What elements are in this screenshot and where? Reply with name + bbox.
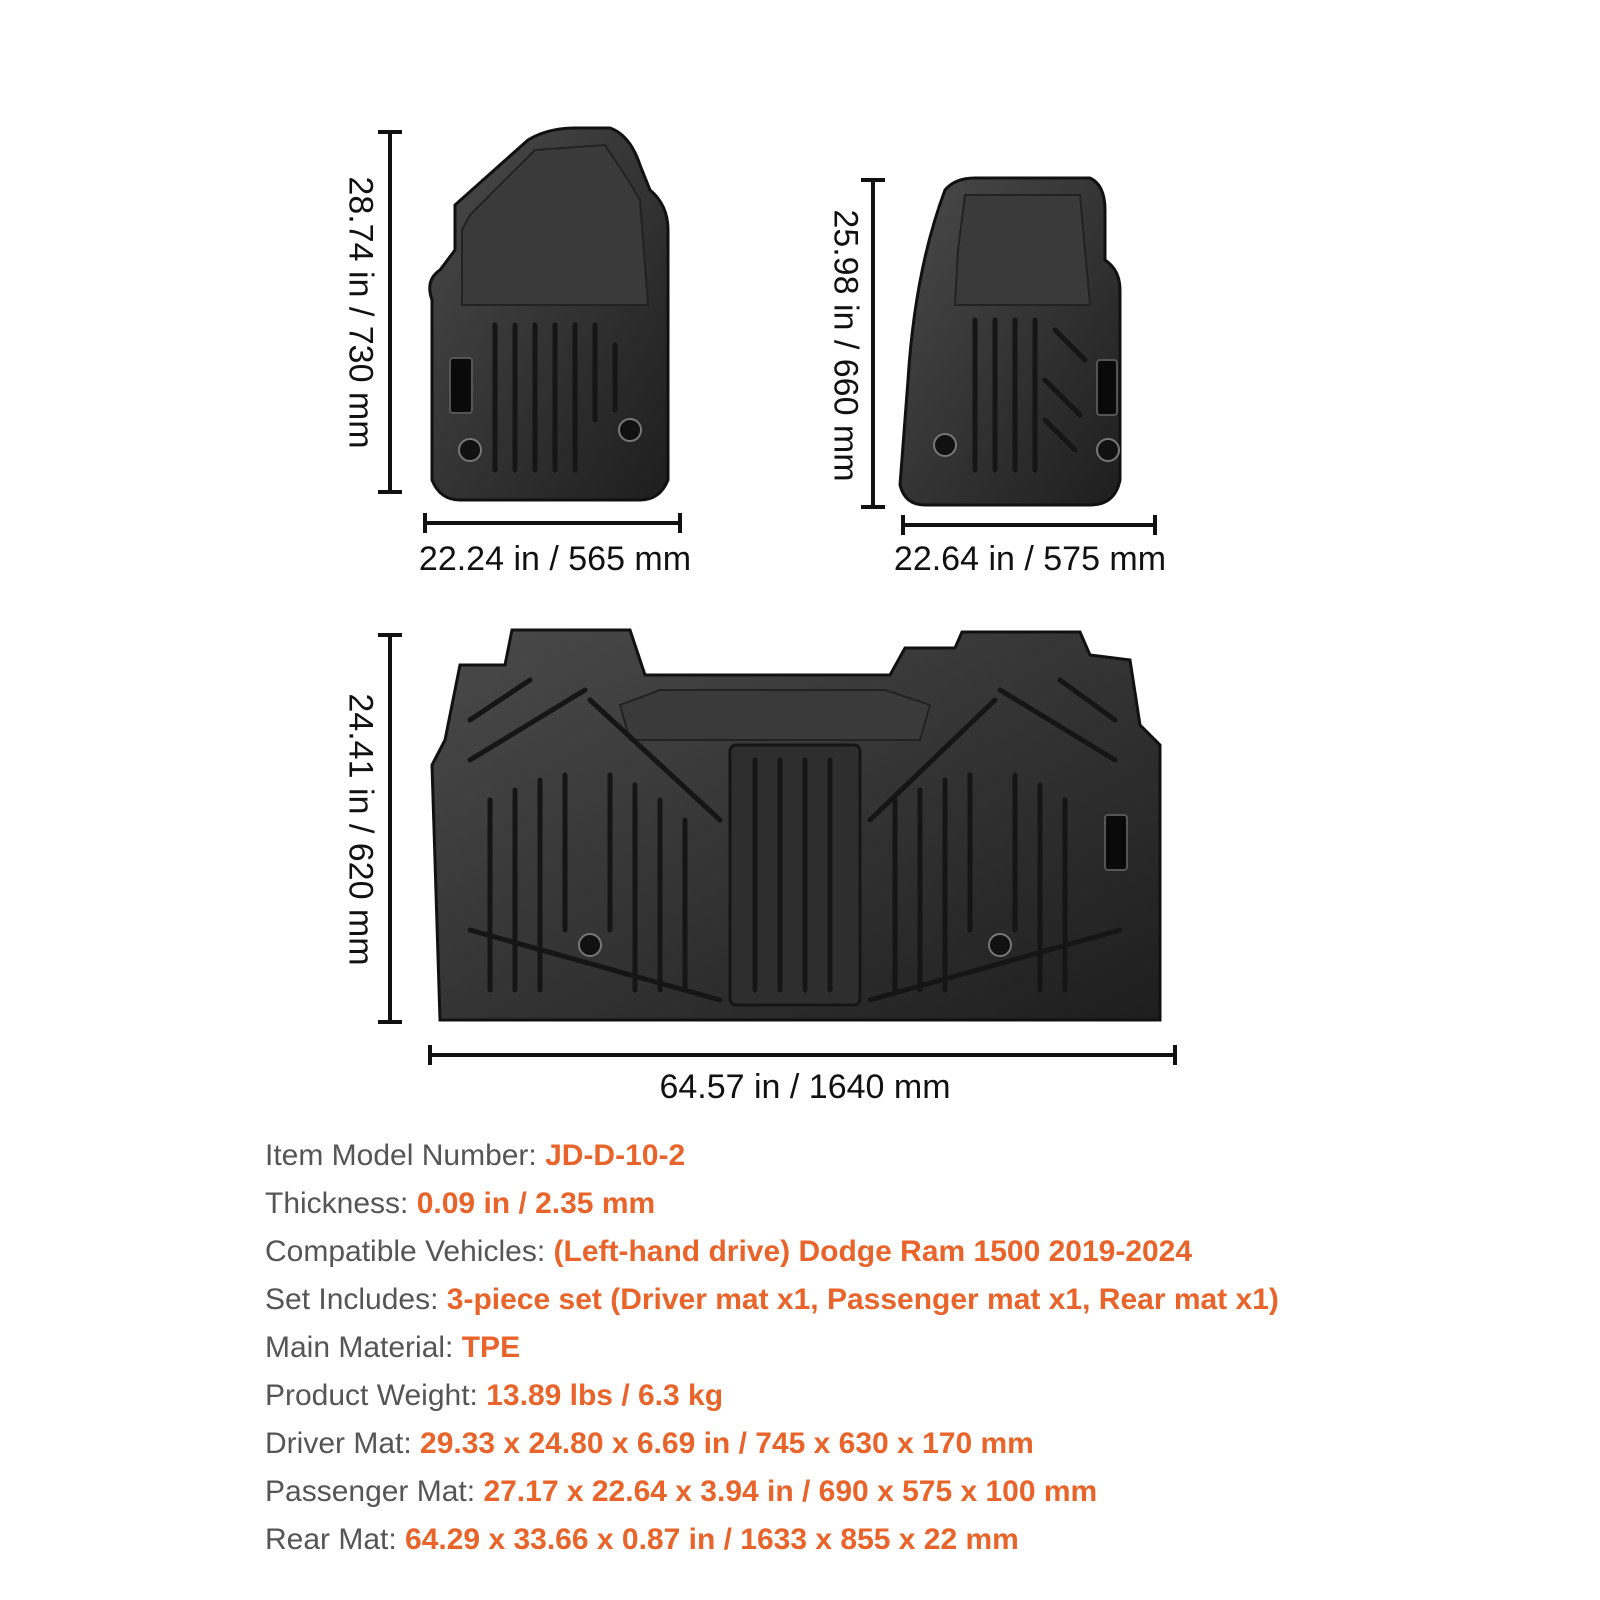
spec-key: Item Model Number: (265, 1139, 546, 1172)
spec-row-passenger-mat (265, 1468, 1279, 1516)
rear-mat-image (432, 630, 1160, 1020)
spec-row-material (265, 1324, 1279, 1372)
spec-value: 3-piece set (Driver mat x1, Passenger mat x1, Rear mat x1) (446, 1283, 1279, 1316)
passenger-width-label: 22.64 in / 575 mm (893, 540, 1167, 578)
spec-key: Thickness: (265, 1187, 417, 1220)
rear-height-label: 24.41 in / 620 mm (341, 693, 380, 966)
spec-value: 29.33 x 24.80 x 6.69 in / 745 x 630 x 170 mm (420, 1427, 1034, 1460)
spec-value: 27.17 x 22.64 x 3.94 in / 690 x 575 x 100 mm (483, 1475, 1098, 1508)
spec-row-driver-mat (265, 1420, 1279, 1468)
spec-value: JD-D-10-2 (545, 1139, 686, 1172)
driver-width-label: 22.24 in / 565 mm (418, 540, 692, 578)
passenger-mat-image (900, 178, 1120, 505)
driver-height-label: 28.74 in / 730 mm (341, 176, 380, 449)
spec-key: Compatible Vehicles: (265, 1235, 554, 1268)
spec-row-rear-mat (265, 1516, 1279, 1564)
spec-row-thickness (265, 1180, 1279, 1228)
passenger-height-label: 25.98 in / 660 mm (826, 209, 865, 482)
spec-key: Main Material: (265, 1331, 462, 1364)
spec-value: 13.89 lbs / 6.3 kg (486, 1379, 724, 1412)
spec-key: Product Weight: (265, 1379, 487, 1412)
spec-value: (Left-hand drive) Dodge Ram 1500 2019-2024 (553, 1235, 1193, 1268)
spec-row-vehicles (265, 1228, 1279, 1276)
spec-value: 64.29 x 33.66 x 0.87 in / 1633 x 855 x 22 mm (405, 1523, 1019, 1556)
spec-key: Passenger Mat: (265, 1475, 484, 1508)
spec-row-weight (265, 1372, 1279, 1420)
spec-key: Set Includes: (265, 1283, 447, 1316)
spec-row-model (265, 1132, 1279, 1180)
spec-key: Driver Mat: (265, 1427, 421, 1460)
spec-list (265, 1132, 1279, 1564)
rear-width-label: 64.57 in / 1640 mm (659, 1068, 951, 1106)
spec-value: TPE (461, 1331, 521, 1364)
spec-value: 0.09 in / 2.35 mm (416, 1187, 656, 1220)
driver-mat-image (430, 128, 668, 500)
spec-key: Rear Mat: (265, 1523, 406, 1556)
spec-row-set-includes (265, 1276, 1279, 1324)
